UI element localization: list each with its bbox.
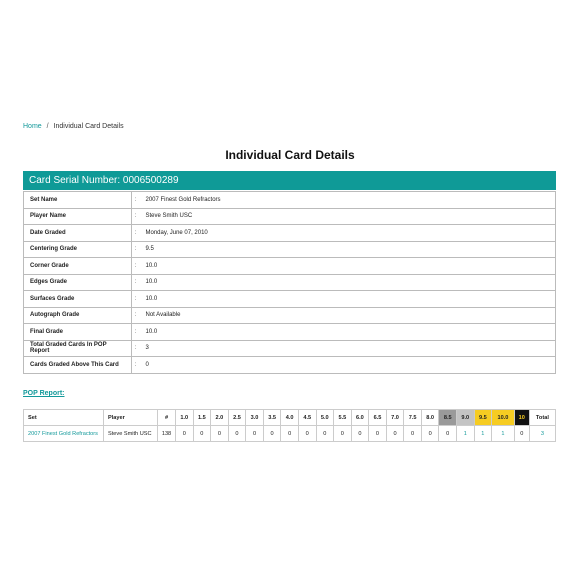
pop-header-grade: 2.5	[228, 410, 246, 426]
pop-cell-grade-link[interactable]: 1	[492, 426, 515, 442]
pop-header-grade: 6.5	[369, 410, 387, 426]
pop-cell-count: 138	[158, 426, 176, 442]
details-row-player-name	[24, 208, 556, 225]
pop-header-grade-9-5: 9.5	[474, 410, 492, 426]
details-row-edges-grade	[24, 274, 556, 291]
pop-header-grade: 4.0	[281, 410, 299, 426]
table-row	[24, 426, 556, 442]
details-colon: :	[132, 192, 140, 209]
details-row-date-graded	[24, 225, 556, 242]
details-value: 0	[140, 357, 556, 374]
details-label: Cards Graded Above This Card	[24, 357, 132, 374]
details-value: 10.0	[140, 324, 556, 341]
pop-cell-grade: 0	[298, 426, 316, 442]
details-colon: :	[132, 274, 140, 291]
details-value: 2007 Finest Gold Refractors	[140, 192, 556, 209]
pop-header-grade: 6.0	[351, 410, 369, 426]
details-colon: :	[132, 291, 140, 308]
pop-cell-grade: 0	[369, 426, 387, 442]
details-label: Centering Grade	[24, 241, 132, 258]
pop-header-grade: 1.5	[193, 410, 211, 426]
details-colon: :	[132, 307, 140, 324]
pop-cell-grade: 0	[404, 426, 422, 442]
page-title: Individual Card Details	[225, 148, 355, 162]
pop-cell-grade-link[interactable]: 1	[474, 426, 492, 442]
pop-cell-grade: 0	[351, 426, 369, 442]
pop-header-row	[24, 410, 556, 426]
details-colon: :	[132, 241, 140, 258]
details-colon: :	[132, 225, 140, 242]
details-row-corner-grade	[24, 258, 556, 275]
pop-header-set: Set	[24, 410, 104, 426]
details-colon: :	[132, 208, 140, 225]
card-serial-header: Card Serial Number: 0006500289	[23, 171, 556, 190]
pop-header-grade: 3.5	[263, 410, 281, 426]
breadcrumb-home-link[interactable]: Home	[23, 123, 42, 130]
details-value: Monday, June 07, 2010	[140, 225, 556, 242]
details-label: Player Name	[24, 208, 132, 225]
pop-report-table	[23, 409, 556, 442]
details-row-autograph-grade	[24, 307, 556, 324]
details-colon: :	[132, 258, 140, 275]
pop-header-grade-10-0: 10.0	[492, 410, 515, 426]
pop-header-grade: 7.5	[404, 410, 422, 426]
details-colon: :	[132, 324, 140, 341]
details-colon: :	[132, 357, 140, 374]
card-details-table	[23, 191, 556, 374]
pop-header-grade-10-black: 10	[514, 410, 529, 426]
pop-cell-grade: 0	[281, 426, 299, 442]
details-label: Corner Grade	[24, 258, 132, 275]
pop-header-grade-9-0: 9.0	[457, 410, 475, 426]
pop-cell-total-link[interactable]: 3	[529, 426, 555, 442]
pop-header-player: Player	[104, 410, 158, 426]
pop-cell-grade: 0	[421, 426, 439, 442]
breadcrumb	[23, 123, 124, 130]
pop-cell-grade: 0	[176, 426, 194, 442]
details-value: Not Available	[140, 307, 556, 324]
pop-cell-grade: 0	[246, 426, 264, 442]
pop-cell-grade: 0	[316, 426, 334, 442]
pop-cell-grade: 0	[334, 426, 352, 442]
details-value: 9.5	[140, 241, 556, 258]
details-value: 10.0	[140, 258, 556, 275]
pop-cell-grade-link[interactable]: 1	[457, 426, 475, 442]
pop-header-grade-8-5: 8.5	[439, 410, 457, 426]
details-row-total-graded	[24, 340, 556, 357]
details-value: Steve Smith USC	[140, 208, 556, 225]
pop-cell-grade: 0	[193, 426, 211, 442]
pop-header-grade: 5.5	[334, 410, 352, 426]
pop-header-grade: 1.0	[176, 410, 194, 426]
details-value: 3	[140, 340, 556, 357]
pop-cell-set-link[interactable]: 2007 Finest Gold Refractors	[24, 426, 104, 442]
pop-header-count: #	[158, 410, 176, 426]
pop-cell-grade: 0	[386, 426, 404, 442]
details-label: Surfaces Grade	[24, 291, 132, 308]
details-value: 10.0	[140, 274, 556, 291]
details-row-set-name	[24, 192, 556, 209]
details-label: Final Grade	[24, 324, 132, 341]
pop-header-grade: 3.0	[246, 410, 264, 426]
pop-cell-grade: 0	[514, 426, 529, 442]
pop-header-grade: 7.0	[386, 410, 404, 426]
breadcrumb-separator: /	[46, 123, 49, 130]
details-colon: :	[132, 340, 140, 357]
pop-header-total: Total	[529, 410, 555, 426]
details-label: Edges Grade	[24, 274, 132, 291]
details-label: Date Graded	[24, 225, 132, 242]
pop-cell-grade: 0	[211, 426, 229, 442]
details-label: Set Name	[24, 192, 132, 209]
pop-header-grade: 2.0	[211, 410, 229, 426]
details-label: Autograph Grade	[24, 307, 132, 324]
pop-header-grade: 4.5	[298, 410, 316, 426]
pop-header-grade: 5.0	[316, 410, 334, 426]
pop-cell-grade: 0	[439, 426, 457, 442]
pop-header-grade: 8.0	[421, 410, 439, 426]
pop-cell-player: Steve Smith USC	[104, 426, 158, 442]
details-row-graded-above	[24, 357, 556, 374]
breadcrumb-current: Individual Card Details	[53, 123, 124, 130]
details-row-centering-grade	[24, 241, 556, 258]
details-label: Total Graded Cards In POP Report	[24, 340, 132, 357]
details-row-final-grade	[24, 324, 556, 341]
pop-cell-grade: 0	[228, 426, 246, 442]
details-row-surfaces-grade	[24, 291, 556, 308]
details-value: 10.0	[140, 291, 556, 308]
pop-cell-grade: 0	[263, 426, 281, 442]
pop-report-link[interactable]: POP Report:	[23, 390, 65, 397]
